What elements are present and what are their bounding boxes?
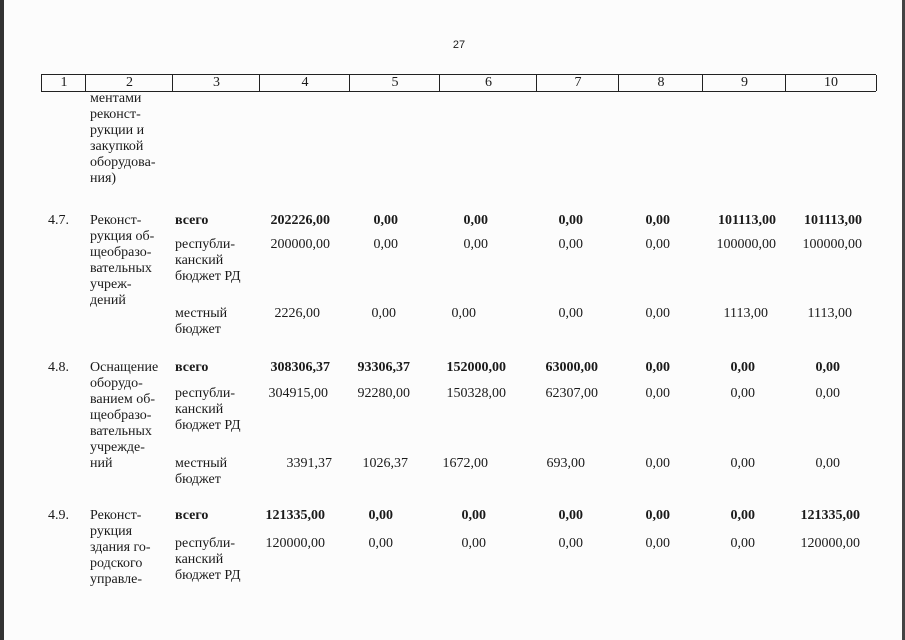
value-col10: 120000,00 <box>800 536 860 551</box>
description-line: управле- <box>90 572 142 587</box>
value-col5: 0,00 <box>368 536 393 551</box>
value-col4: 3391,37 <box>286 456 332 471</box>
row-label-republic: бюджет РД <box>175 418 241 433</box>
value-col6: 150328,00 <box>446 386 506 401</box>
scan-edge-left <box>0 0 4 640</box>
section-description <box>90 213 170 309</box>
value-col5: 0,00 <box>373 237 398 252</box>
value-col4: 200000,00 <box>270 237 330 252</box>
value-col6: 0,00 <box>461 536 486 551</box>
value-col5: 0,00 <box>371 306 396 321</box>
value-col7: 0,00 <box>558 213 583 228</box>
value-col4: 120000,00 <box>265 536 325 551</box>
row-label-total: всего <box>175 213 209 228</box>
row-label-total: всего <box>175 508 209 523</box>
description-line: учрежде- <box>90 440 145 455</box>
row-label-republic: бюджет РД <box>175 568 241 583</box>
value-col10: 100000,00 <box>802 237 862 252</box>
value-col10: 0,00 <box>815 360 840 375</box>
value-col7: 0,00 <box>558 508 583 523</box>
row-label-republic: республи- <box>175 536 235 551</box>
description-line: ния) <box>90 171 117 186</box>
value-col8: 0,00 <box>645 213 670 228</box>
value-col4: 121335,00 <box>265 508 325 523</box>
row-label-republic: канский <box>175 402 224 417</box>
value-col6: 0,00 <box>451 306 476 321</box>
row-label-republic: бюджет РД <box>175 269 241 284</box>
value-col9: 0,00 <box>730 386 755 401</box>
value-col5: 0,00 <box>368 508 393 523</box>
section-description <box>90 508 170 588</box>
description-line: щеобразо- <box>90 245 152 260</box>
description-line: Оснащение <box>90 360 159 375</box>
value-col7: 0,00 <box>558 306 583 321</box>
description-line: реконст- <box>90 107 141 122</box>
row-label-republic: республи- <box>175 386 235 401</box>
value-col5: 1026,37 <box>362 456 408 471</box>
description-line: рукция <box>90 524 133 539</box>
column-header-9: 9 <box>702 75 786 91</box>
value-col7: 693,00 <box>546 456 585 471</box>
value-col5: 92280,00 <box>357 386 410 401</box>
description-line: вательных <box>90 424 152 439</box>
description-line: вательных <box>90 261 152 276</box>
value-col6: 0,00 <box>463 213 488 228</box>
description-line: рукция об- <box>90 229 155 244</box>
description-line: ванием об- <box>90 392 155 407</box>
table-header-row <box>41 74 876 92</box>
column-header-3: 3 <box>172 75 260 91</box>
description-line: щеобразо- <box>90 408 152 423</box>
value-col10: 0,00 <box>815 456 840 471</box>
value-col8: 0,00 <box>645 237 670 252</box>
value-col10: 0,00 <box>815 386 840 401</box>
row-label-local: бюджет <box>175 322 221 337</box>
description-line: дений <box>90 293 126 308</box>
page-number: 27 <box>452 39 466 51</box>
value-col8: 0,00 <box>645 508 670 523</box>
value-col10: 101113,00 <box>804 213 862 228</box>
value-col10: 121335,00 <box>800 508 860 523</box>
description-line: родского <box>90 556 143 571</box>
value-col9: 0,00 <box>730 456 755 471</box>
value-col7: 0,00 <box>558 536 583 551</box>
value-col7: 63000,00 <box>545 360 598 375</box>
section-number: 4.9. <box>48 508 69 523</box>
section-number: 4.8. <box>48 360 69 375</box>
column-header-1: 1 <box>41 75 86 91</box>
value-col4: 304915,00 <box>268 386 328 401</box>
value-col6: 152000,00 <box>446 360 506 375</box>
value-col8: 0,00 <box>645 306 670 321</box>
column-header-4: 4 <box>259 75 350 91</box>
value-col5: 0,00 <box>373 213 398 228</box>
value-col8: 0,00 <box>645 536 670 551</box>
description-line: Реконст- <box>90 213 142 228</box>
row-label-local: бюджет <box>175 472 221 487</box>
column-header-2: 2 <box>85 75 173 91</box>
continued-description <box>90 91 170 187</box>
value-col4: 308306,37 <box>270 360 330 375</box>
value-col7: 62307,00 <box>545 386 598 401</box>
description-line: оборудова- <box>90 155 156 170</box>
column-header-10: 10 <box>785 75 877 91</box>
value-col10: 1113,00 <box>807 306 852 321</box>
row-label-republic: канский <box>175 253 224 268</box>
section-number: 4.7. <box>48 213 69 228</box>
value-col6: 0,00 <box>463 237 488 252</box>
value-col7: 0,00 <box>558 237 583 252</box>
column-header-5: 5 <box>349 75 440 91</box>
description-line: рукции и <box>90 123 145 138</box>
description-line: оборудо- <box>90 376 143 391</box>
description-line: Реконст- <box>90 508 142 523</box>
row-label-total: всего <box>175 360 209 375</box>
section-description <box>90 360 170 472</box>
column-header-8: 8 <box>618 75 703 91</box>
row-label-republic: канский <box>175 552 224 567</box>
row-label-local: местный <box>175 306 228 321</box>
value-col4: 202226,00 <box>270 213 330 228</box>
row-label-local: местный <box>175 456 228 471</box>
value-col9: 0,00 <box>730 360 755 375</box>
value-col4: 2226,00 <box>274 306 320 321</box>
row-label-republic: республи- <box>175 237 235 252</box>
value-col8: 0,00 <box>645 456 670 471</box>
column-header-7: 7 <box>536 75 619 91</box>
value-col9: 100000,00 <box>716 237 776 252</box>
value-col9: 0,00 <box>730 536 755 551</box>
description-line: ний <box>90 456 113 471</box>
value-col9: 1113,00 <box>723 306 768 321</box>
description-line: учреж- <box>90 277 132 292</box>
value-col8: 0,00 <box>645 360 670 375</box>
value-col6: 0,00 <box>461 508 486 523</box>
value-col9: 101113,00 <box>718 213 776 228</box>
description-line: ментами <box>90 91 142 106</box>
description-line: здания го- <box>90 540 151 555</box>
value-col8: 0,00 <box>645 386 670 401</box>
column-header-6: 6 <box>439 75 537 91</box>
description-line: закупкой <box>90 139 144 154</box>
value-col6: 1672,00 <box>442 456 488 471</box>
value-col5: 93306,37 <box>357 360 410 375</box>
value-col9: 0,00 <box>730 508 755 523</box>
